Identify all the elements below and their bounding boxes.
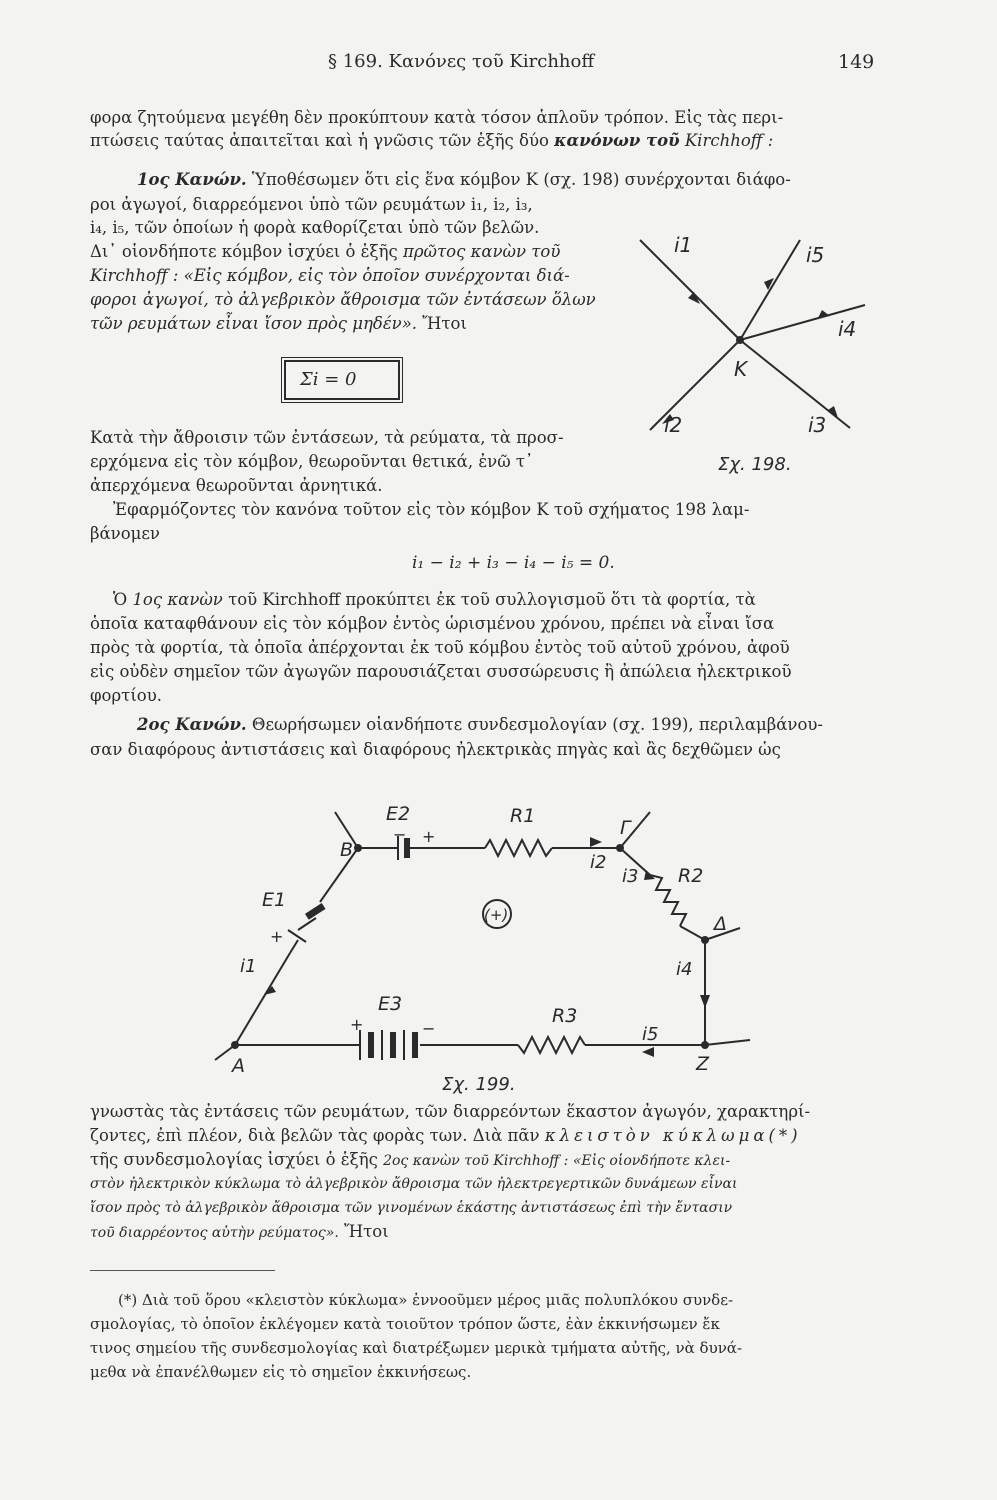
text-line: ζοντες, ἐπὶ πλέον, διὰ βελῶν τὰς φορὰς των. Διὰ πᾶν κλειστὸν κύκλωμα(*) (90, 1126, 802, 1145)
label-i5: i5 (642, 1024, 659, 1045)
node-A (231, 1041, 239, 1049)
figure-199-caption: Σχ. 199. (442, 1074, 516, 1095)
footnote-rule (90, 1270, 275, 1271)
text-line: τῆς συνδεσμολογίας ἰσχύει ὁ ἑξῆς 2ος κανὼν τοῦ Kirchhoff : «Εἰς οἱονδήποτε κλει- (90, 1150, 731, 1169)
node-Z (701, 1041, 709, 1049)
text-line: βάνομεν (90, 524, 160, 543)
label-minus: − (422, 1019, 436, 1038)
footnote-line: μεθα νὰ ἐπανέλθωμεν εἰς τὸ σημεῖον ἐκκινήσεως. (90, 1363, 472, 1381)
text-line: στὸν ἠλεκτρικὸν κύκλωμα τὸ ἀλγεβρικὸν ἄθροισμα τῶν ἠλεκτρεγερτικῶν δυνάμεων εἶναι (90, 1176, 738, 1192)
text-line: ὁποῖα καταφθάνουν εἰς τὸν κόμβον ἐντὸς ὡρισμένου χρόνου, πρέπει νὰ εἶναι ἴσα (90, 614, 775, 633)
label-plus: + (270, 927, 284, 946)
text-line: Ὁ 1ος κανὼν τοῦ Kirchhoff προκύπτει ἐκ τοῦ συλλογισμοῦ ὅτι τὰ φορτία, τὰ (113, 590, 756, 609)
label-i1: i1 (674, 233, 693, 257)
label-Z: Z (696, 1053, 710, 1075)
label-R1: R1 (510, 805, 536, 827)
label-circulation: (+) (484, 906, 509, 924)
footnote-line: (*) Διὰ τοῦ ὅρου «κλειστὸν κύκλωμα» ἐννοοῦμεν μέρος μιᾶς πολυπλόκου συνδε- (118, 1291, 734, 1309)
label-R2: R2 (678, 865, 704, 887)
text-line: γνωστὰς τὰς ἐντάσεις τῶν ρευμάτων, τῶν διαρρεόντων ἕκαστον ἀγωγόν, χαρακτηρί- (90, 1102, 811, 1121)
text-line: πτώσεις ταύτας ἀπαιτεῖται καὶ ἡ γνῶσις τῶν ἑξῆς δύο κανόνων τοῦ Kirchhoff : (90, 131, 774, 150)
node-G (616, 844, 624, 852)
resistor-R1 (485, 840, 552, 856)
wire (298, 918, 316, 930)
label-i2: i2 (590, 852, 607, 873)
figure-199 (210, 790, 770, 1077)
text-line: ερχόμενα εἰς τὸν κόμβον, θεωροῦνται θετικά, ἐνῶ τ᾿ (90, 452, 534, 471)
label-i1: i1 (240, 956, 257, 977)
battery-E3 (360, 1030, 418, 1060)
text-line: τοῦ διαρρέοντος αὐτὴν ρεύματος». Ἤτοι (90, 1222, 389, 1241)
text-line: Ἐφαρμόζοντες τὸν κανόνα τοῦτον εἰς τὸν κόμβον Κ τοῦ σχήματος 198 λαμ- (113, 500, 750, 519)
wire (680, 926, 705, 940)
label-E3: E3 (378, 993, 403, 1015)
rule2-first-line: 2ος Κανών. Θεωρήσωμεν οἱανδήποτε συνδεσμολογίαν (σχ. 199), περιλαμβάνου- (137, 715, 824, 734)
text-line: Δι᾿ οἱονδήποτε κόμβον ἰσχύει ὁ ἑξῆς πρῶτος κανὼν τοῦ (90, 242, 561, 261)
rule1-first-line: 1ος Κανών. Ὑποθέσωμεν ὅτι εἰς ἕνα κόμβον Κ (σχ. 198) συνέρχονται διάφο- (137, 170, 791, 189)
label-i4: i4 (838, 317, 857, 341)
label-i4: i4 (676, 959, 693, 980)
text-line: εἰς οὐδὲν σημεῖον τῶν ἀγωγῶν παρουσιάζεται συσσώρευσις ἢ ἀπώλεια ἠλεκτρικοῦ (90, 662, 792, 681)
text-line: ἴσον πρὸς τὸ ἀλγεβρικὸν ἄθροισμα τῶν γινομένων ἑκάστης ἀντιστάσεως ἐπὶ τὴν ἔντασιν (90, 1200, 733, 1216)
label-i3: i3 (622, 866, 639, 887)
node-B (354, 844, 362, 852)
label-R3: R3 (552, 1005, 578, 1027)
label-i2: i2 (664, 413, 683, 437)
kirchhoff-current-equation: i₁ − i₂ + i₃ − i₄ − i₅ = 0. (412, 553, 615, 573)
label-D: Δ (714, 913, 727, 935)
text-line: ροι ἀγωγοί, διαρρεόμενοι ὑπὸ τῶν ρευμάτων i₁, i₂, i₃, (90, 195, 533, 214)
rule2-heading: 2ος Κανών. (137, 715, 247, 734)
figure-198-caption: Σχ. 198. (718, 454, 792, 475)
label-G: Γ (620, 817, 631, 839)
text-line: i₄, i₅, τῶν ὁποίων ἡ φορὰ καθορίζεται ὑπὸ τῶν βελῶν. (90, 218, 540, 237)
text-line: ἀπερχόμενα θεωροῦνται ἀρνητικά. (90, 476, 383, 495)
label-i3: i3 (808, 413, 827, 437)
arrow-icon (818, 310, 830, 318)
page-number: 149 (838, 51, 875, 73)
figure-198 (640, 230, 870, 470)
label-K: K (734, 357, 748, 381)
arrow-icon (590, 837, 602, 847)
text-line: σαν διαφόρους ἀντιστάσεις καὶ διαφόρους ἠλεκτρικὰς πηγὰς καὶ ἂς δεχθῶμεν ὡς (90, 740, 781, 759)
label-i5: i5 (806, 243, 825, 267)
footnote-line: τινος σημείου τῆς συνδεσμολογίας καὶ διατρέξωμεν μερικὰ τμήματα αὐτῆς, νὰ δυνά- (90, 1339, 743, 1357)
arrow-icon (642, 1047, 654, 1057)
boxed-equation: Σi = 0 (284, 360, 400, 400)
label-plus: + (350, 1015, 364, 1034)
label-E2: E2 (386, 803, 411, 825)
conductor-i3 (740, 340, 850, 428)
label-B: B (340, 839, 354, 861)
text-line: Κατὰ τὴν ἄθροισιν τῶν ἐντάσεων, τὰ ρεύματα, τὰ προσ- (90, 428, 564, 447)
running-title: § 169. Κανόνες τοῦ Kirchhoff (328, 51, 595, 72)
text-line: τῶν ρευμάτων εἶναι ἴσον πρὸς μηδέν». Ἤτοι (90, 314, 467, 333)
external-lead (705, 1040, 750, 1045)
label-E1: E1 (262, 889, 287, 911)
resistor-R3 (518, 1037, 585, 1053)
text-line: φορτίου. (90, 686, 162, 705)
text-line: πρὸς τὰ φορτία, τὰ ὁποῖα ἀπέρχονται ἐκ τοῦ κόμβου ἐντὸς τοῦ αὐτοῦ χρόνου, ἀφοῦ (90, 638, 790, 657)
text-line: Kirchhoff : «Εἰς κόμβον, εἰς τὸν ὁποῖον συνέρχονται διά- (90, 266, 570, 285)
node-K (736, 336, 744, 344)
rule1-heading: 1ος Κανών. (137, 170, 247, 189)
arrow-icon (700, 995, 710, 1008)
wire (290, 940, 298, 953)
text-line: φορα ζητούμενα μεγέθη δὲν προκύπτουν κατὰ τόσον ἁπλοῦν τρόπον. Εἰς τὰς περι- (90, 108, 784, 127)
label-plus: + (422, 827, 436, 846)
text-line: φοροι ἀγωγοί, τὸ ἀλγεβρικὸν ἄθροισμα τῶν ἐντάσεων ὅλων (90, 290, 596, 309)
label-A: A (232, 1055, 245, 1077)
label-minus: − (393, 825, 407, 844)
footnote-line: σμολογίας, τὸ ὁποῖον ἐκλέγομεν κατὰ τοιοῦτον τρόπον ὥστε, ἐὰν ἐκκινήσωμεν ἔκ (90, 1315, 720, 1333)
node-D (701, 936, 709, 944)
